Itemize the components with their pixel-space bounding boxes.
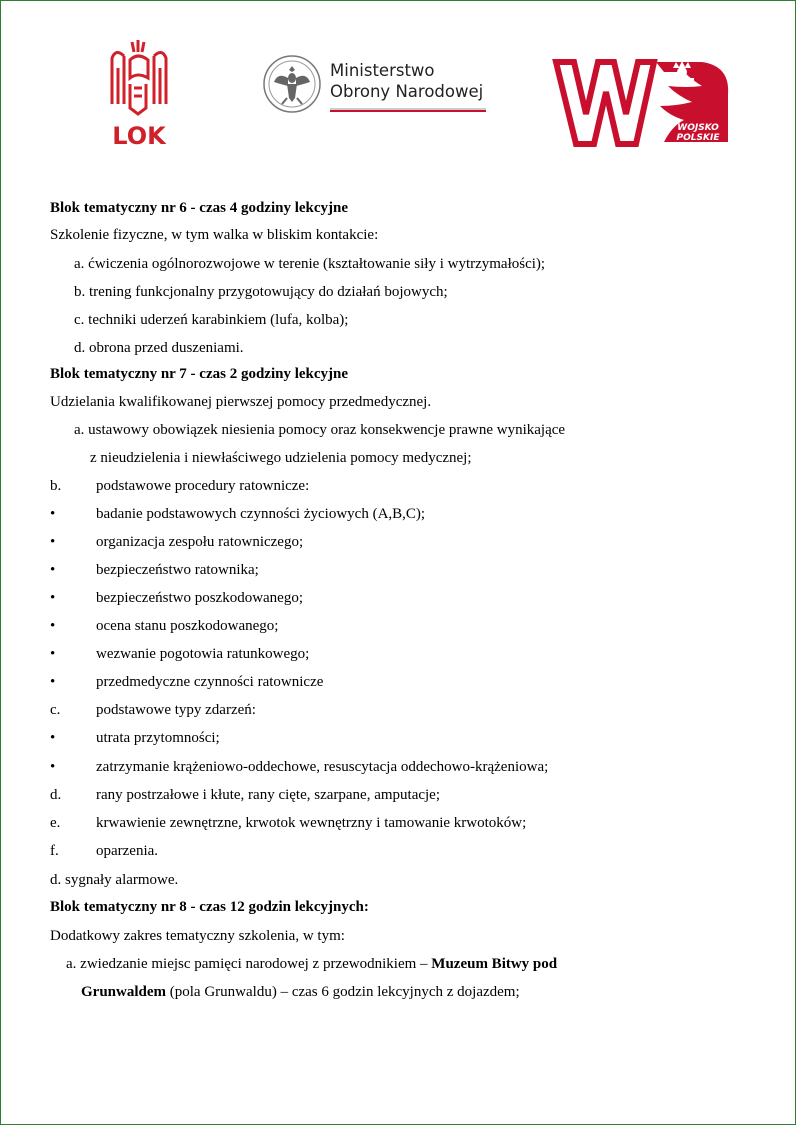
list-item-text: wezwanie pogotowia ratunkowego; [96,646,310,662]
list-marker: f. [50,843,59,859]
bullet-icon: • [50,730,56,746]
block8-intro: Dodatkowy zakres tematyczny szkolenia, w tym: [50,928,345,944]
list-marker: e. [50,815,61,831]
bullet-icon: • [50,562,56,578]
bullet-icon: • [50,674,56,690]
block7-item-last: d. sygnały alarmowe. [50,872,179,888]
wp-logo-text-2: POLSKIE [676,133,720,143]
list-item-text: podstawowe typy zdarzeń: [96,702,256,718]
block8-item-a-text-cont: (pola Grunwaldu) – czas 6 godzin lekcyjnych z dojazdem; [166,984,520,1000]
bullet-icon: • [50,534,56,550]
block6-item-b: b. trening funkcjonalny przygotowujący do działań bojowych; [74,284,448,300]
wp-logo-text-1: WOJSKO [677,123,719,133]
bullet-icon: • [50,506,56,522]
list-item-text: przedmedyczne czynności ratownicze [96,674,324,690]
block7-intro: Udzielania kwalifikowanej pierwszej pomocy przedmedycznej. [50,394,432,410]
bullet-icon: • [50,759,56,775]
block8-item-a-line2 [81,982,520,1002]
list-item-text: krwawienie zewnętrzne, krwotok wewnętrzny i tamowanie krwotoków; [96,815,527,831]
list-item-text: utrata przytomności; [96,730,220,746]
list-item-text: podstawowe procedury ratownicze: [96,478,310,494]
bullet-icon: • [50,646,56,662]
block6-item-d: d. obrona przed duszeniami. [74,340,244,356]
mon-logo-line2: Obrony Narodowej [330,82,484,101]
lok-logo-text: LOK [112,122,166,150]
mon-logo-line1: Ministerstwo [330,61,435,80]
list-marker: c. [50,702,61,718]
list-item-text: rany postrzałowe i kłute, rany cięte, szarpane, amputacje; [96,787,441,803]
block6-heading: Blok tematyczny nr 6 - czas 4 godziny lekcyjne [50,200,349,216]
eagle-emblem-icon [262,54,322,114]
wojsko-polskie-logo [552,56,732,148]
block7-item-a-line1: a. ustawowy obowiązek niesienia pomocy oraz konsekwencje prawne wynikające [74,422,566,438]
museum-name-part2: Grunwaldem [81,984,167,1000]
list-marker: b. [50,478,62,494]
list-item-text: badanie podstawowych czynności życiowych (A,B,C); [96,506,426,522]
bullet-icon: • [50,618,56,634]
bullet-icon: • [50,590,56,606]
museum-name-part1: Muzeum Bitwy pod [431,956,558,972]
block8-item-a-text: a. zwiedzanie miejsc pamięci narodowej z przewodnikiem – [66,956,432,972]
list-marker: d. [50,787,62,803]
block6-intro: Szkolenie fizyczne, w tym walka w bliskim kontakcie: [50,227,379,243]
list-item-text: zatrzymanie krążeniowo-oddechowe, resuscytacja oddechowo-krążeniowa; [96,759,549,775]
list-item-text: bezpieczeństwo ratownika; [96,562,259,578]
list-item-text: oparzenia. [96,843,159,859]
list-item-text: organizacja zespołu ratowniczego; [96,534,304,550]
lok-logo [108,38,170,150]
block8-item-a-line1 [66,954,557,974]
mon-logo-divider-red [330,110,486,112]
block6-item-a: a. ćwiczenia ogólnorozwojowe w terenie (kształtowanie siły i wytrzymałości); [74,256,546,272]
block7-heading: Blok tematyczny nr 7 - czas 2 godziny lekcyjne [50,366,349,382]
list-item-text: ocena stanu poszkodowanego; [96,618,279,634]
block6-item-c: c. techniki uderzeń karabinkiem (lufa, kolba); [74,312,349,328]
list-item-text: bezpieczeństwo poszkodowanego; [96,590,304,606]
block7-item-a-line2: z nieudzielenia i niewłaściwego udzielenia pomocy medycznej; [90,450,472,466]
mon-logo [262,54,494,118]
block8-heading: Blok tematyczny nr 8 - czas 12 godzin lekcyjnych: [50,899,369,915]
